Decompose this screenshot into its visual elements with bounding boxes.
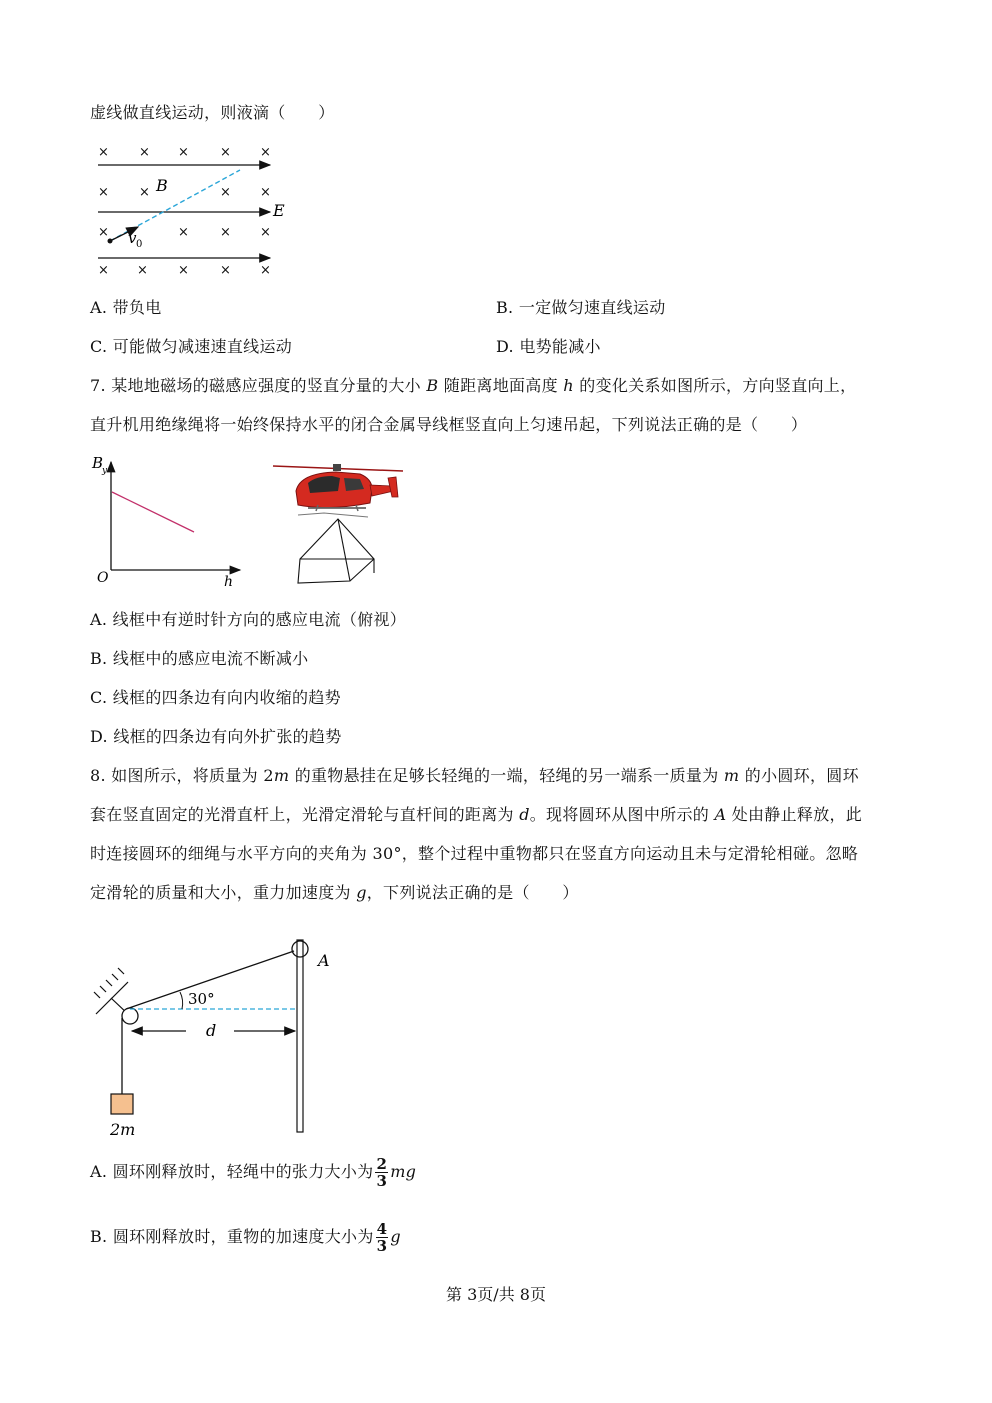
svg-text:×: × [98, 185, 109, 200]
q8-stem-line3: 时连接圆环的细绳与水平方向的夹角为 30°，整个过程中重物都只在竖直方向运动且未与定滑轮相碰。忽略 [90, 844, 859, 863]
svg-text:×: × [260, 225, 271, 240]
svg-text:×: × [178, 225, 189, 240]
q6-stem-tail: 虚线做直线运动，则液滴（ ） [90, 103, 335, 122]
q7-option-a: A. 线框中有逆时针方向的感应电流（俯视） [90, 610, 407, 629]
page-footer: 第 3页/共 8页 [446, 1285, 546, 1304]
svg-text:×: × [178, 145, 189, 160]
y-label: B [92, 454, 104, 472]
field-lines [98, 165, 270, 258]
q8-stem-line2: 套在竖直固定的光滑直杆上，光滑定滑轮与直杆间的距离为 d。现将圆环从图中所示的 A 处由静止释放，此 [90, 805, 863, 824]
q6-option-d: D. 电势能减小 [496, 337, 601, 356]
svg-text:×: × [220, 185, 231, 200]
svg-text:×: × [220, 263, 231, 278]
label-v: v [128, 229, 137, 247]
q7-option-c: C. 线框的四条边有向内收缩的趋势 [90, 688, 341, 707]
svg-text:×: × [139, 185, 150, 200]
weight-block [111, 1094, 133, 1114]
svg-text:×: × [137, 263, 148, 278]
fraction-two-thirds: $\frac{2}{3}$ [376, 1155, 388, 1190]
fraction-four-thirds: $\frac{4}{3}$ [376, 1220, 388, 1255]
svg-text:×: × [260, 263, 271, 278]
helicopter-illustration [268, 455, 413, 590]
q8-figure [90, 918, 350, 1143]
ring-label: A [318, 951, 330, 970]
pulley [122, 1008, 138, 1024]
label-E: E [273, 201, 285, 220]
svg-text:×: × [178, 263, 189, 278]
by-line [112, 492, 194, 532]
svg-text:×: × [139, 145, 150, 160]
q7-stem-line1: 7. 某地地磁场的磁感应强度的竖直分量的大小 B 随距离地面高度 h 的变化关系如图所示，方向竖直向上， [90, 376, 857, 395]
q8-stem-line4: 定滑轮的质量和大小，重力加速度为 g，下列说法正确的是（ ） [90, 883, 579, 902]
svg-text:×: × [220, 225, 231, 240]
distance-label: d [206, 1021, 217, 1040]
svg-text:×: × [98, 263, 109, 278]
q7-graph [90, 452, 250, 592]
q8-option-b: B. 圆环刚释放时，重物的加速度大小为 $\frac{4}{3}$ g [90, 1220, 401, 1255]
svg-text:×: × [98, 225, 109, 240]
q8-option-a: A. 圆环刚释放时，轻绳中的张力大小为 $\frac{2}{3}$ mg [90, 1155, 417, 1190]
q7-option-b: B. 线框中的感应电流不断减小 [90, 649, 309, 668]
svg-text:×: × [98, 145, 109, 160]
label-B: B [156, 176, 168, 195]
angle-label: 30° [188, 990, 215, 1008]
svg-text:×: × [260, 185, 271, 200]
mass-label: 2m [110, 1120, 136, 1139]
ceiling-support [94, 968, 130, 1016]
vertical-rod [297, 940, 303, 1132]
q7-option-d: D. 线框的四条边有向外扩张的趋势 [90, 727, 342, 746]
q6-figure [90, 140, 300, 285]
x-label: h [224, 574, 234, 590]
svg-text:×: × [260, 145, 271, 160]
q6-option-c: C. 可能做匀减速速直线运动 [90, 337, 293, 356]
y-label-sub: y [102, 466, 108, 476]
angle-arc [180, 992, 183, 1009]
origin-label: O [97, 570, 109, 586]
pyramid-wire-frame [298, 519, 374, 583]
q8-stem-line1: 8. 如图所示，将质量为 2m 的重物悬挂在足够长轻绳的一端，轻绳的另一端系一质量为 m 的小圆环，圆环 [90, 766, 859, 785]
q6-option-a: A. 带负电 [90, 298, 162, 317]
q7-stem-line2: 直升机用绝缘绳将一始终保持水平的闭合金属导线框竖直向上匀速吊起，下列说法正确的是（ ） [90, 415, 808, 434]
label-v-sub: 0 [136, 239, 143, 250]
svg-text:×: × [220, 145, 231, 160]
q6-option-b: B. 一定做匀速直线运动 [496, 298, 666, 317]
